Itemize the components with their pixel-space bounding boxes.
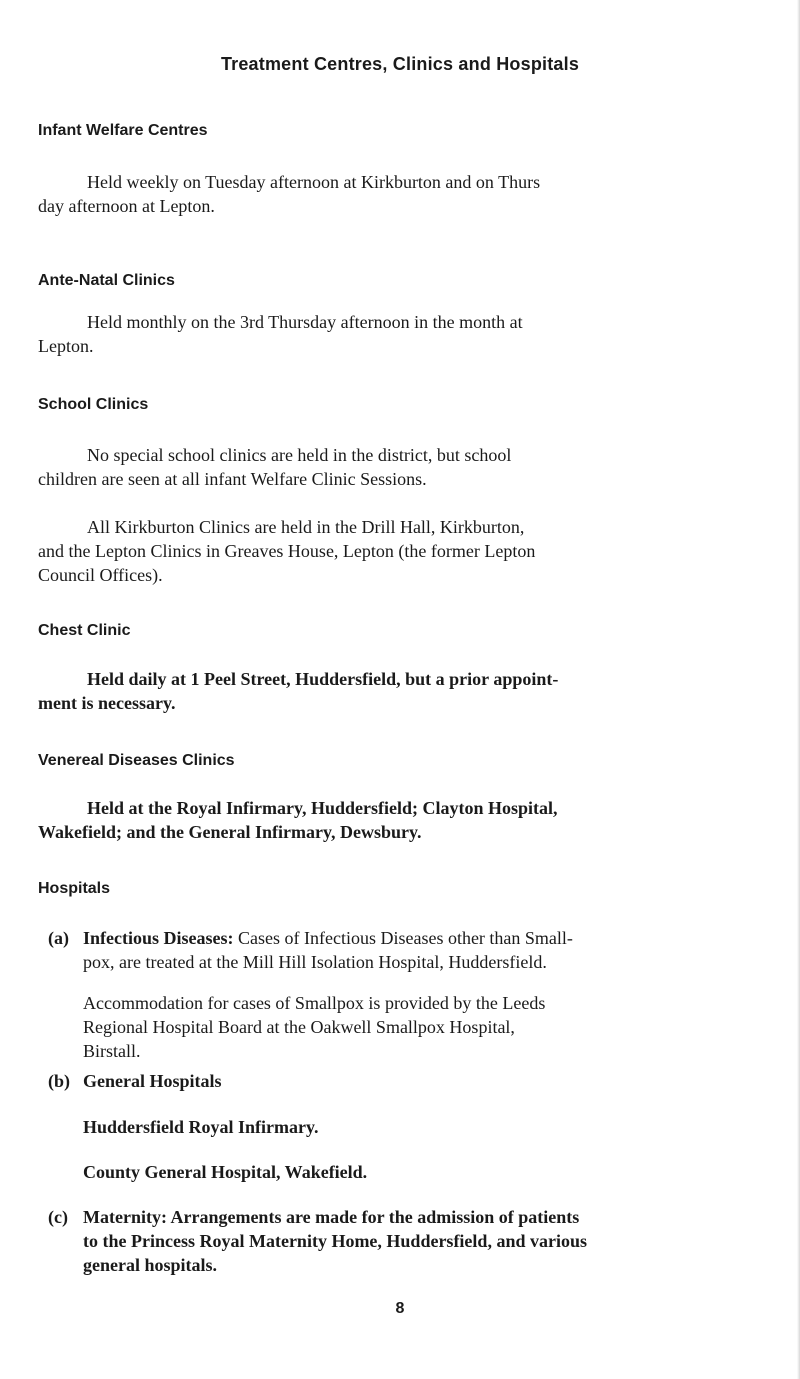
heading-hospitals: Hospitals — [38, 880, 111, 897]
item-label: (b) — [48, 1071, 70, 1091]
paragraph-school-2 — [38, 515, 768, 587]
text-line: Held daily at 1 Peel Street, Huddersfield, but a prior appoint- — [87, 669, 559, 689]
text-line: Accommodation for cases of Smallpox is provided by the Leeds — [83, 993, 546, 1013]
heading-chest-clinic: Chest Clinic — [38, 622, 131, 639]
paragraph-smallpox-accommodation — [83, 991, 768, 1063]
heading-infant-welfare: Infant Welfare Centres — [38, 122, 208, 139]
text-line: Held at the Royal Infirmary, Huddersfield; Clayton Hospital, — [87, 798, 558, 818]
text-line: Wakefield; and the General Infirmary, Dewsbury. — [38, 822, 422, 842]
general-hospital-2: County General Hospital, Wakefield. — [83, 1162, 368, 1182]
text-line: Regional Hospital Board at the Oakwell Smallpox Hospital, — [83, 1017, 515, 1037]
item-label: (a) — [48, 928, 69, 948]
heading-ante-natal: Ante-Natal Clinics — [38, 272, 175, 289]
item-title: Infectious Diseases: — [83, 928, 234, 948]
text-line: pox, are treated at the Mill Hill Isolation Hospital, Huddersfield. — [83, 952, 547, 972]
paragraph-ante-natal — [38, 310, 768, 358]
paragraph-venereal-diseases — [38, 796, 768, 844]
text-line: children are seen at all infant Welfare Clinic Sessions. — [38, 469, 427, 489]
text-line: Held monthly on the 3rd Thursday afternoon in the month at — [87, 312, 523, 332]
page-title: Treatment Centres, Clinics and Hospitals — [220, 54, 580, 74]
text-line: Held weekly on Tuesday afternoon at Kirkburton and on Thurs — [87, 172, 541, 192]
text-line: general hospitals. — [83, 1255, 218, 1275]
text-line: Council Offices). — [38, 565, 163, 585]
text-line: ment is necessary. — [38, 693, 176, 713]
text-line: to the Princess Royal Maternity Home, Huddersfield, and various — [83, 1231, 587, 1251]
page-number: 8 — [395, 1300, 405, 1317]
heading-venereal-diseases: Venereal Diseases Clinics — [38, 752, 235, 769]
text-line — [83, 1205, 768, 1229]
paragraph-school-1 — [38, 443, 768, 491]
text-line: Lepton. — [38, 336, 94, 356]
text-line: day afternoon at Lepton. — [38, 196, 215, 216]
hospital-item-c — [48, 1205, 768, 1277]
text-line: Birstall. — [83, 1041, 141, 1061]
paragraph-chest-clinic — [38, 667, 768, 715]
text-line: and the Lepton Clinics in Greaves House, Lepton (the former Lepton — [38, 541, 536, 561]
heading-school-clinics: School Clinics — [38, 396, 149, 413]
item-title: General Hospitals — [83, 1071, 222, 1091]
item-text: Cases of Infectious Diseases other than Small- — [233, 928, 573, 948]
item-title: Maternity: — [83, 1207, 167, 1227]
general-hospital-1: Huddersfield Royal Infirmary. — [83, 1117, 319, 1137]
text-line — [83, 926, 768, 950]
text-line: All Kirkburton Clinics are held in the Drill Hall, Kirkburton, — [87, 517, 525, 537]
item-label: (c) — [48, 1207, 68, 1227]
text-line: No special school clinics are held in the district, but school — [87, 445, 512, 465]
hospital-item-b — [48, 1069, 768, 1093]
item-text: Arrangements are made for the admission of patients — [166, 1207, 580, 1227]
hospital-item-a — [48, 926, 768, 974]
paragraph-infant-welfare — [38, 170, 768, 218]
